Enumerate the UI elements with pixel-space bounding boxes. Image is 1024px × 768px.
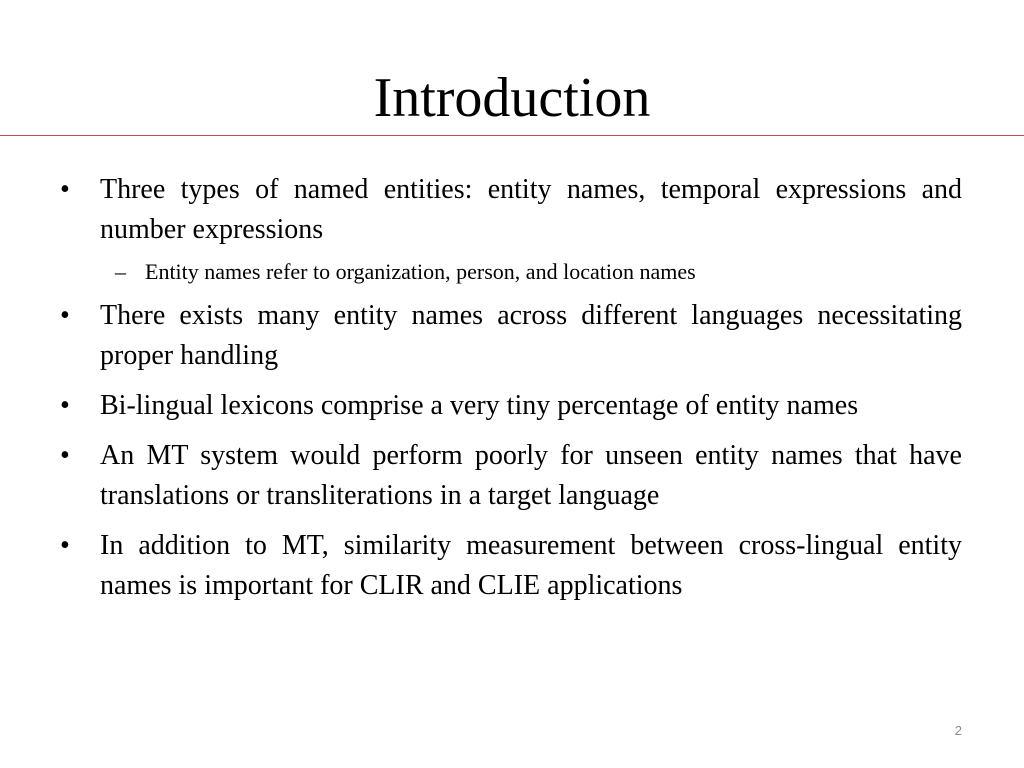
title-divider — [0, 135, 1024, 136]
sub-bullet-marker: – — [115, 259, 126, 284]
bullet-marker: • — [60, 300, 70, 331]
bullet-text: There exists many entity names across different languages necessitating proper handling — [100, 300, 962, 371]
bullet-item — [60, 436, 962, 516]
bullet-marker: • — [60, 174, 70, 205]
bullet-text: Three types of named entities: entity names, temporal expressions and number expressions — [100, 174, 962, 245]
page-number: 2 — [954, 723, 962, 738]
bullet-item — [60, 296, 962, 376]
bullet-marker: • — [60, 530, 70, 561]
bullet-list — [60, 170, 962, 616]
bullet-text: An MT system would perform poorly for unseen entity names that have translations or transliterations in a target language — [100, 440, 962, 511]
sub-bullet-item — [60, 258, 962, 286]
bullet-text: Bi-lingual lexicons comprise a very tiny percentage of entity names — [100, 390, 859, 421]
bullet-item — [60, 526, 962, 606]
bullet-item — [60, 386, 962, 426]
slide-title: Introduction — [373, 67, 651, 129]
bullet-text: In addition to MT, similarity measurement between cross-lingual entity names is important for CLIR and CLIE applications — [100, 530, 962, 601]
bullet-marker: • — [60, 440, 70, 471]
bullet-item — [60, 170, 962, 250]
sub-bullet-text: Entity names refer to organization, person, and location names — [145, 259, 696, 284]
bullet-marker: • — [60, 390, 70, 421]
